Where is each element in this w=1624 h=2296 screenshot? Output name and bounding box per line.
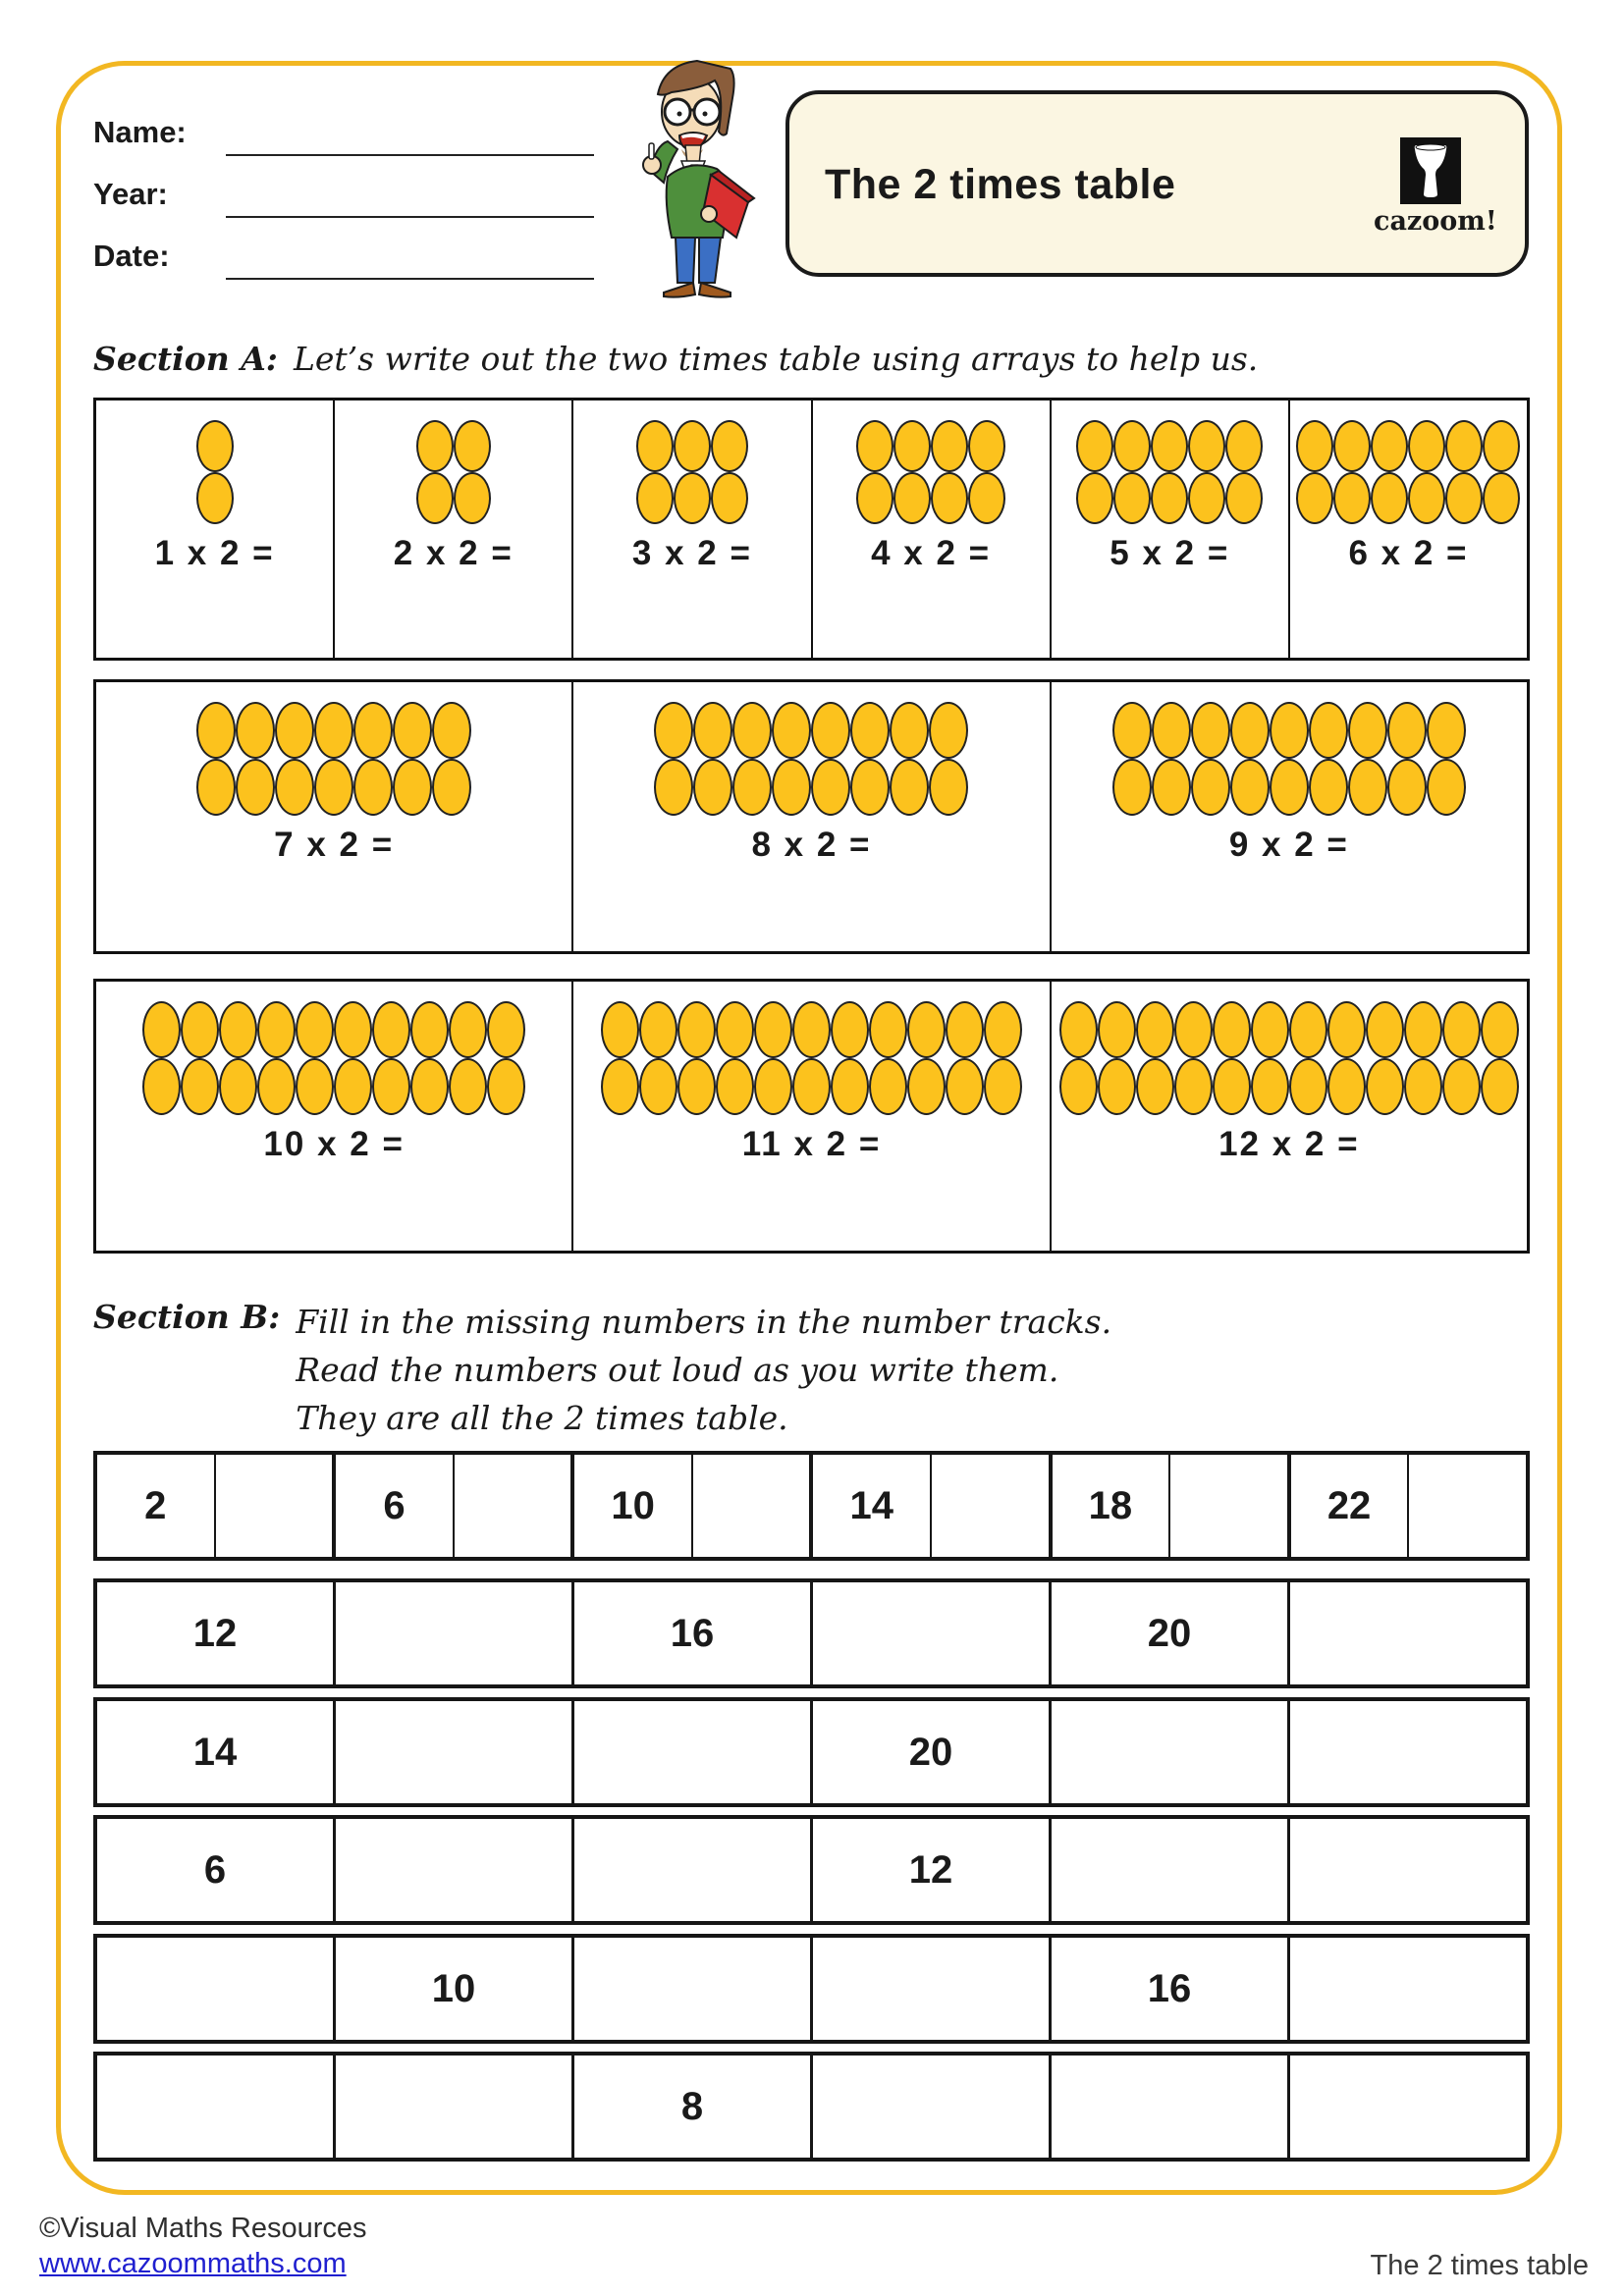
footer-page-label: The 2 times table: [1370, 2250, 1589, 2281]
equation-label: 2 x 2 =: [393, 534, 514, 572]
counter-dot-icon: [1152, 702, 1191, 759]
counter-dot-icon: [1445, 420, 1483, 472]
number-track-4: [93, 1815, 1530, 1925]
counter-dot-icon: [677, 1001, 716, 1058]
counter-dot-icon: [1327, 1001, 1366, 1058]
counter-dot-icon: [1225, 472, 1263, 524]
counter-dot-icon: [219, 1058, 257, 1115]
counter-dot-icon: [984, 1058, 1022, 1115]
counter-dot-icon: [410, 1058, 449, 1115]
track-blank-cell[interactable]: [1290, 1819, 1526, 1921]
footer-website-link[interactable]: www.cazoommaths.com: [39, 2248, 347, 2279]
counter-dot-icon: [1348, 702, 1387, 759]
counter-dot-icon: [1481, 1058, 1519, 1115]
counter-dot-icon: [1112, 702, 1152, 759]
counter-dot-icon: [850, 759, 890, 816]
counter-dot-icon: [372, 1058, 410, 1115]
counter-dot-icon: [296, 1058, 334, 1115]
counter-dot-icon: [1113, 420, 1151, 472]
counter-dot-icon: [893, 472, 931, 524]
equation-label: 6 x 2 =: [1348, 534, 1469, 572]
equation-label: 12 x 2 =: [1218, 1125, 1360, 1163]
counter-dot-icon: [454, 472, 491, 524]
counter-dot-icon: [1230, 759, 1270, 816]
counter-dot-icon: [393, 759, 432, 816]
date-input-line[interactable]: [226, 235, 594, 280]
track-blank-cell[interactable]: [336, 1701, 574, 1803]
counter-dot-icon: [1296, 420, 1333, 472]
counter-dot-icon: [181, 1058, 219, 1115]
counter-dot-icon: [1174, 1001, 1213, 1058]
equation-label: 1 x 2 =: [154, 534, 275, 572]
number-track-5: [93, 1934, 1530, 2044]
section-a-heading: [93, 340, 1258, 378]
section-a-instruction: Let’s write out the two times table using arrays to help us.: [293, 340, 1259, 378]
track-blank-cell[interactable]: [813, 1582, 1052, 1684]
counter-dot-icon: [1404, 1058, 1442, 1115]
track-blank-cell[interactable]: [1052, 2056, 1290, 2158]
number-track-6: [93, 2052, 1530, 2162]
counter-dot-icon: [869, 1001, 907, 1058]
track-blank-cell[interactable]: [693, 1455, 814, 1557]
track-number-cell: 22: [1291, 1455, 1410, 1557]
array-answer-cell-2x2[interactable]: [335, 400, 573, 658]
equation-label: 8 x 2 =: [751, 826, 872, 864]
counter-dot-icon: [907, 1001, 946, 1058]
counter-dot-icon: [1366, 1058, 1404, 1115]
array-table-row-1: [93, 398, 1530, 661]
array-answer-cell-6x2[interactable]: [1290, 400, 1527, 658]
counter-dot-icon: [856, 472, 893, 524]
counter-dot-icon: [219, 1001, 257, 1058]
track-number-cell: 18: [1053, 1455, 1171, 1557]
counter-dot-icon: [1366, 1001, 1404, 1058]
counter-dot-icon: [1151, 420, 1188, 472]
section-a-label: Section A:: [93, 340, 278, 378]
array-answer-cell-11x2[interactable]: [573, 982, 1051, 1251]
counter-dot-icon: [432, 759, 471, 816]
track-blank-cell[interactable]: [1290, 1701, 1526, 1803]
counter-dot-icon: [353, 702, 393, 759]
counter-dot-icon: [1230, 702, 1270, 759]
counter-dot-icon: [1076, 420, 1113, 472]
counter-dot-icon: [811, 702, 850, 759]
counter-dot-icon: [792, 1058, 831, 1115]
logo-wordmark: cazoom!: [1374, 206, 1497, 237]
counter-dot-icon: [654, 702, 693, 759]
name-label: Name:: [93, 115, 187, 149]
track-blank-cell[interactable]: [1170, 1455, 1291, 1557]
year-field-row: [93, 156, 594, 218]
counter-dot-icon: [711, 420, 748, 472]
counter-dot-icon: [792, 1001, 831, 1058]
counter-dot-icon: [693, 702, 732, 759]
counter-dot-icon: [1333, 420, 1371, 472]
counter-dot-icon: [454, 420, 491, 472]
counter-dot-icon: [257, 1001, 296, 1058]
counter-dot-icon: [946, 1001, 984, 1058]
track-number-cell: 12: [813, 1819, 1052, 1921]
counter-dot-icon: [449, 1058, 487, 1115]
track-blank-cell[interactable]: [574, 1938, 813, 2040]
date-field-row: [93, 218, 594, 280]
counter-dot-icon: [1191, 759, 1230, 816]
counter-dot-icon: [636, 472, 674, 524]
counter-dot-icon: [732, 759, 772, 816]
counter-dot-icon: [693, 759, 732, 816]
counter-dot-icon: [142, 1058, 181, 1115]
counter-dot-icon: [1136, 1058, 1174, 1115]
counter-dot-icon: [716, 1058, 754, 1115]
dot-array-5x2: [1076, 420, 1263, 524]
track-blank-cell[interactable]: [574, 1701, 813, 1803]
track-number-cell: 16: [1052, 1938, 1290, 2040]
counter-dot-icon: [1059, 1001, 1098, 1058]
counter-dot-icon: [716, 1001, 754, 1058]
equation-label: 10 x 2 =: [263, 1125, 405, 1163]
footer-copyright: ©Visual Maths Resources: [39, 2213, 367, 2244]
counter-dot-icon: [968, 420, 1005, 472]
counter-dot-icon: [754, 1058, 792, 1115]
array-answer-cell-10x2[interactable]: [96, 982, 573, 1251]
counter-dot-icon: [1348, 759, 1387, 816]
counter-dot-icon: [636, 420, 674, 472]
track-blank-cell[interactable]: [1290, 2056, 1526, 2158]
number-track-1: [93, 1451, 1530, 1561]
counter-dot-icon: [196, 702, 236, 759]
counter-dot-icon: [1251, 1001, 1289, 1058]
track-blank-cell[interactable]: [1290, 1938, 1526, 2040]
counter-dot-icon: [236, 702, 275, 759]
counter-dot-icon: [487, 1001, 525, 1058]
counter-dot-icon: [1174, 1058, 1213, 1115]
track-number-cell: 14: [97, 1701, 336, 1803]
counter-dot-icon: [1076, 472, 1113, 524]
equation-label: 9 x 2 =: [1228, 826, 1349, 864]
array-answer-cell-3x2[interactable]: [573, 400, 812, 658]
equation-label: 5 x 2 =: [1110, 534, 1230, 572]
counter-dot-icon: [487, 1058, 525, 1115]
counter-dot-icon: [890, 702, 929, 759]
counter-dot-icon: [314, 759, 353, 816]
counter-dot-icon: [869, 1058, 907, 1115]
counter-dot-icon: [1309, 759, 1348, 816]
section-b-instruction-line: They are all the 2 times table.: [296, 1399, 788, 1437]
section-b-label: Section B:: [93, 1298, 281, 1336]
counter-dot-icon: [772, 702, 811, 759]
counter-dot-icon: [393, 702, 432, 759]
counter-dot-icon: [1327, 1058, 1366, 1115]
counter-dot-icon: [1151, 472, 1188, 524]
counter-dot-icon: [1059, 1058, 1098, 1115]
track-number-cell: 6: [97, 1819, 336, 1921]
counter-dot-icon: [416, 472, 454, 524]
counter-dot-icon: [1098, 1058, 1136, 1115]
track-blank-cell[interactable]: [97, 1938, 336, 2040]
counter-dot-icon: [372, 1001, 410, 1058]
track-blank-cell[interactable]: [1290, 1582, 1526, 1684]
counter-dot-icon: [196, 420, 234, 472]
counter-dot-icon: [931, 472, 968, 524]
counter-dot-icon: [811, 759, 850, 816]
counter-dot-icon: [1270, 759, 1309, 816]
counter-dot-icon: [639, 1058, 677, 1115]
counter-dot-icon: [1136, 1001, 1174, 1058]
counter-dot-icon: [1427, 759, 1466, 816]
counter-dot-icon: [334, 1058, 372, 1115]
track-blank-cell[interactable]: [336, 2056, 574, 2158]
counter-dot-icon: [1191, 702, 1230, 759]
dot-array-8x2: [654, 702, 968, 816]
counter-dot-icon: [1213, 1058, 1251, 1115]
track-blank-cell[interactable]: [1409, 1455, 1526, 1557]
counter-dot-icon: [1483, 472, 1520, 524]
counter-dot-icon: [1309, 702, 1348, 759]
counter-dot-icon: [142, 1001, 181, 1058]
year-label: Year:: [93, 177, 168, 211]
cazoom-logo: [1374, 137, 1497, 237]
dot-array-12x2: [1059, 1001, 1519, 1115]
counter-dot-icon: [334, 1001, 372, 1058]
counter-dot-icon: [296, 1001, 334, 1058]
counter-dot-icon: [1483, 420, 1520, 472]
equation-label: 7 x 2 =: [274, 826, 395, 864]
counter-dot-icon: [1289, 1001, 1327, 1058]
counter-dot-icon: [946, 1058, 984, 1115]
track-blank-cell[interactable]: [1052, 1819, 1290, 1921]
counter-dot-icon: [1188, 420, 1225, 472]
track-number-cell: 10: [574, 1455, 693, 1557]
counter-dot-icon: [654, 759, 693, 816]
dot-array-9x2: [1112, 702, 1466, 816]
counter-dot-icon: [674, 472, 711, 524]
counter-dot-icon: [711, 472, 748, 524]
counter-dot-icon: [1152, 759, 1191, 816]
dot-array-2x2: [416, 420, 491, 524]
counter-dot-icon: [831, 1001, 869, 1058]
counter-dot-icon: [732, 702, 772, 759]
dot-array-1x2: [196, 420, 234, 524]
counter-dot-icon: [893, 420, 931, 472]
track-number-cell: 8: [574, 2056, 813, 2158]
counter-dot-icon: [1404, 1001, 1442, 1058]
array-answer-cell-8x2[interactable]: [573, 682, 1051, 951]
counter-dot-icon: [196, 472, 234, 524]
counter-dot-icon: [856, 420, 893, 472]
counter-dot-icon: [639, 1001, 677, 1058]
track-blank-cell[interactable]: [216, 1455, 337, 1557]
counter-dot-icon: [1371, 420, 1408, 472]
dot-array-11x2: [601, 1001, 1022, 1115]
dot-array-7x2: [196, 702, 471, 816]
track-blank-cell[interactable]: [1052, 1701, 1290, 1803]
dot-array-4x2: [856, 420, 1005, 524]
equation-label: 3 x 2 =: [631, 534, 752, 572]
counter-dot-icon: [1213, 1001, 1251, 1058]
counter-dot-icon: [257, 1058, 296, 1115]
counter-dot-icon: [1371, 472, 1408, 524]
counter-dot-icon: [754, 1001, 792, 1058]
header-fields: [93, 94, 594, 280]
counter-dot-icon: [931, 420, 968, 472]
counter-dot-icon: [890, 759, 929, 816]
date-label: Date:: [93, 239, 170, 273]
name-field-row: [93, 94, 594, 156]
counter-dot-icon: [1188, 472, 1225, 524]
counter-dot-icon: [831, 1058, 869, 1115]
counter-dot-icon: [1387, 759, 1427, 816]
counter-dot-icon: [1445, 472, 1483, 524]
track-number-cell: 14: [813, 1455, 932, 1557]
counter-dot-icon: [449, 1001, 487, 1058]
track-number-cell: 16: [574, 1582, 813, 1684]
counter-dot-icon: [1442, 1058, 1481, 1115]
track-blank-cell[interactable]: [813, 2056, 1052, 2158]
counter-dot-icon: [984, 1001, 1022, 1058]
array-answer-cell-12x2[interactable]: [1052, 982, 1527, 1251]
counter-dot-icon: [432, 702, 471, 759]
counter-dot-icon: [410, 1001, 449, 1058]
counter-dot-icon: [1112, 759, 1152, 816]
array-answer-cell-4x2[interactable]: [813, 400, 1052, 658]
equation-label: 4 x 2 =: [871, 534, 992, 572]
counter-dot-icon: [1408, 420, 1445, 472]
track-number-cell: 2: [97, 1455, 216, 1557]
array-answer-cell-7x2[interactable]: [96, 682, 573, 951]
counter-dot-icon: [601, 1058, 639, 1115]
counter-dot-icon: [1098, 1001, 1136, 1058]
title-box: [785, 90, 1529, 277]
counter-dot-icon: [1387, 702, 1427, 759]
counter-dot-icon: [1251, 1058, 1289, 1115]
counter-dot-icon: [1113, 472, 1151, 524]
counter-dot-icon: [968, 472, 1005, 524]
array-table-row-3: [93, 979, 1530, 1254]
counter-dot-icon: [275, 702, 314, 759]
section-b-instruction-line: Read the numbers out loud as you write them.: [296, 1351, 1059, 1389]
counter-dot-icon: [1270, 702, 1309, 759]
array-answer-cell-1x2[interactable]: [96, 400, 335, 658]
counter-dot-icon: [929, 759, 968, 816]
counter-dot-icon: [1333, 472, 1371, 524]
counter-dot-icon: [850, 702, 890, 759]
track-number-cell: 12: [97, 1582, 336, 1684]
counter-dot-icon: [275, 759, 314, 816]
number-track-2: [93, 1578, 1530, 1688]
track-blank-cell[interactable]: [97, 2056, 336, 2158]
dot-array-6x2: [1296, 420, 1520, 524]
year-input-line[interactable]: [226, 173, 594, 218]
counter-dot-icon: [196, 759, 236, 816]
teacher-illustration-icon: [621, 55, 763, 298]
array-table-row-2: [93, 679, 1530, 954]
track-blank-cell[interactable]: [813, 1938, 1052, 2040]
track-number-cell: 10: [336, 1938, 574, 2040]
section-b-heading: [93, 1298, 1111, 1442]
counter-dot-icon: [1481, 1001, 1519, 1058]
track-number-cell: 6: [336, 1455, 455, 1557]
worksheet-title: The 2 times table: [825, 161, 1176, 208]
counter-dot-icon: [1442, 1001, 1481, 1058]
track-number-cell: 20: [813, 1701, 1052, 1803]
counter-dot-icon: [314, 702, 353, 759]
counter-dot-icon: [601, 1001, 639, 1058]
track-blank-cell[interactable]: [574, 1819, 813, 1921]
counter-dot-icon: [1408, 472, 1445, 524]
counter-dot-icon: [181, 1001, 219, 1058]
counter-dot-icon: [677, 1058, 716, 1115]
djembe-drum-icon: [1400, 137, 1461, 204]
section-b-instructions: [296, 1298, 1111, 1442]
track-number-cell: 20: [1052, 1582, 1290, 1684]
number-track-3: [93, 1697, 1530, 1807]
counter-dot-icon: [907, 1058, 946, 1115]
counter-dot-icon: [1427, 702, 1466, 759]
counter-dot-icon: [674, 420, 711, 472]
dot-array-3x2: [636, 420, 748, 524]
counter-dot-icon: [416, 420, 454, 472]
array-answer-cell-5x2[interactable]: [1052, 400, 1290, 658]
counter-dot-icon: [353, 759, 393, 816]
track-blank-cell[interactable]: [932, 1455, 1053, 1557]
counter-dot-icon: [1296, 472, 1333, 524]
track-blank-cell[interactable]: [455, 1455, 575, 1557]
counter-dot-icon: [236, 759, 275, 816]
equation-label: 11 x 2 =: [741, 1125, 882, 1163]
track-blank-cell[interactable]: [336, 1819, 574, 1921]
counter-dot-icon: [1225, 420, 1263, 472]
name-input-line[interactable]: [226, 111, 594, 156]
section-b-instruction-line: Fill in the missing numbers in the number tracks.: [296, 1303, 1112, 1341]
array-answer-cell-9x2[interactable]: [1052, 682, 1527, 951]
counter-dot-icon: [1289, 1058, 1327, 1115]
dot-array-10x2: [142, 1001, 525, 1115]
counter-dot-icon: [929, 702, 968, 759]
counter-dot-icon: [772, 759, 811, 816]
track-blank-cell[interactable]: [336, 1582, 574, 1684]
